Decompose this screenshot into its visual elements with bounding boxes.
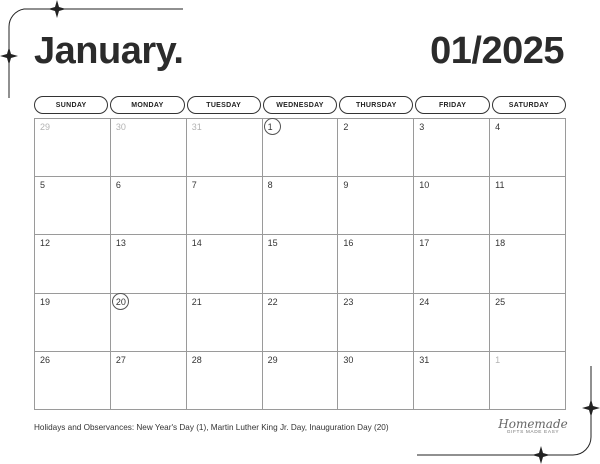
day-cell xyxy=(263,119,339,177)
weekday-saturday: SATURDAY xyxy=(492,96,566,114)
day-cell xyxy=(490,177,566,235)
day-number: 27 xyxy=(115,354,126,365)
month-title: January. xyxy=(34,30,184,72)
day-number: 16 xyxy=(343,238,354,249)
day-cell xyxy=(263,177,339,235)
weekday-friday: FRIDAY xyxy=(415,96,489,114)
day-number: 23 xyxy=(343,296,354,307)
day-number: 3 xyxy=(419,122,425,132)
day-cell xyxy=(414,352,490,410)
day-number: 10 xyxy=(419,180,430,191)
day-cell xyxy=(414,177,490,235)
weekday-thursday: THURSDAY xyxy=(339,96,413,114)
day-number: 9 xyxy=(343,180,349,191)
day-cell xyxy=(263,294,339,352)
day-cell xyxy=(187,294,263,352)
brand-logo xyxy=(493,418,573,435)
weekday-tuesday: TUESDAY xyxy=(187,96,261,114)
day-number: 4 xyxy=(495,122,501,132)
day-number: 18 xyxy=(495,238,506,249)
weekday-wednesday: WEDNESDAY xyxy=(263,96,337,114)
calendar-grid xyxy=(34,118,566,410)
day-cell xyxy=(35,177,111,235)
brand-script: Homemade xyxy=(498,417,568,431)
day-cell xyxy=(338,294,414,352)
sparkle-icon xyxy=(0,47,18,65)
day-cell xyxy=(414,294,490,352)
day-number: 25 xyxy=(495,296,506,307)
day-cell xyxy=(263,235,339,293)
day-number: 11 xyxy=(495,180,505,191)
day-cell xyxy=(338,235,414,293)
day-number: 20 xyxy=(115,296,126,307)
day-number: 19 xyxy=(40,296,51,307)
day-number: 31 xyxy=(191,122,202,132)
day-number: 6 xyxy=(115,180,121,191)
day-cell xyxy=(35,235,111,293)
day-cell xyxy=(490,352,566,410)
year-title: 01/2025 xyxy=(430,30,564,72)
day-cell xyxy=(414,235,490,293)
day-cell xyxy=(414,119,490,177)
day-number: 2 xyxy=(343,122,349,132)
day-cell xyxy=(35,119,111,177)
sparkle-icon xyxy=(582,399,600,417)
day-cell xyxy=(35,352,111,410)
day-number: 1 xyxy=(267,122,273,132)
day-cell xyxy=(111,235,187,293)
day-cell xyxy=(338,352,414,410)
day-number: 13 xyxy=(115,238,126,249)
day-number: 21 xyxy=(191,296,202,307)
day-number: 29 xyxy=(40,122,51,132)
weekday-header-row xyxy=(34,96,566,114)
day-number: 28 xyxy=(191,354,202,365)
day-number: 1 xyxy=(495,354,501,365)
day-cell xyxy=(187,235,263,293)
day-number: 30 xyxy=(115,122,126,132)
day-number: 17 xyxy=(419,238,430,249)
day-cell xyxy=(338,119,414,177)
sparkle-icon xyxy=(532,446,550,464)
day-number: 29 xyxy=(267,354,278,365)
day-number: 30 xyxy=(343,354,354,365)
day-cell xyxy=(490,294,566,352)
day-cell xyxy=(187,177,263,235)
day-number: 24 xyxy=(419,296,430,307)
day-number: 7 xyxy=(191,180,197,191)
day-cell xyxy=(263,352,339,410)
day-cell xyxy=(111,119,187,177)
day-cell xyxy=(490,235,566,293)
weekday-sunday: SUNDAY xyxy=(34,96,108,114)
day-cell xyxy=(35,294,111,352)
holidays-note: Holidays and Observances: New Year's Day (1), Martin Luther King Jr. Day, Inauguration Day (20) xyxy=(34,423,389,432)
day-cell xyxy=(111,352,187,410)
day-number: 8 xyxy=(267,180,273,191)
day-cell xyxy=(187,119,263,177)
day-cell xyxy=(187,352,263,410)
day-cell xyxy=(490,119,566,177)
day-number: 31 xyxy=(419,354,430,365)
day-number: 5 xyxy=(40,180,46,191)
day-number: 14 xyxy=(191,238,202,249)
weekday-monday: MONDAY xyxy=(110,96,184,114)
day-cell xyxy=(111,177,187,235)
day-number: 15 xyxy=(267,238,278,249)
day-cell xyxy=(111,294,187,352)
day-number: 26 xyxy=(40,354,51,365)
day-number: 22 xyxy=(267,296,278,307)
day-cell xyxy=(338,177,414,235)
brand-tagline: GIFTS MADE EASY xyxy=(506,430,560,435)
sparkle-icon xyxy=(48,0,66,18)
day-number: 12 xyxy=(40,238,51,249)
